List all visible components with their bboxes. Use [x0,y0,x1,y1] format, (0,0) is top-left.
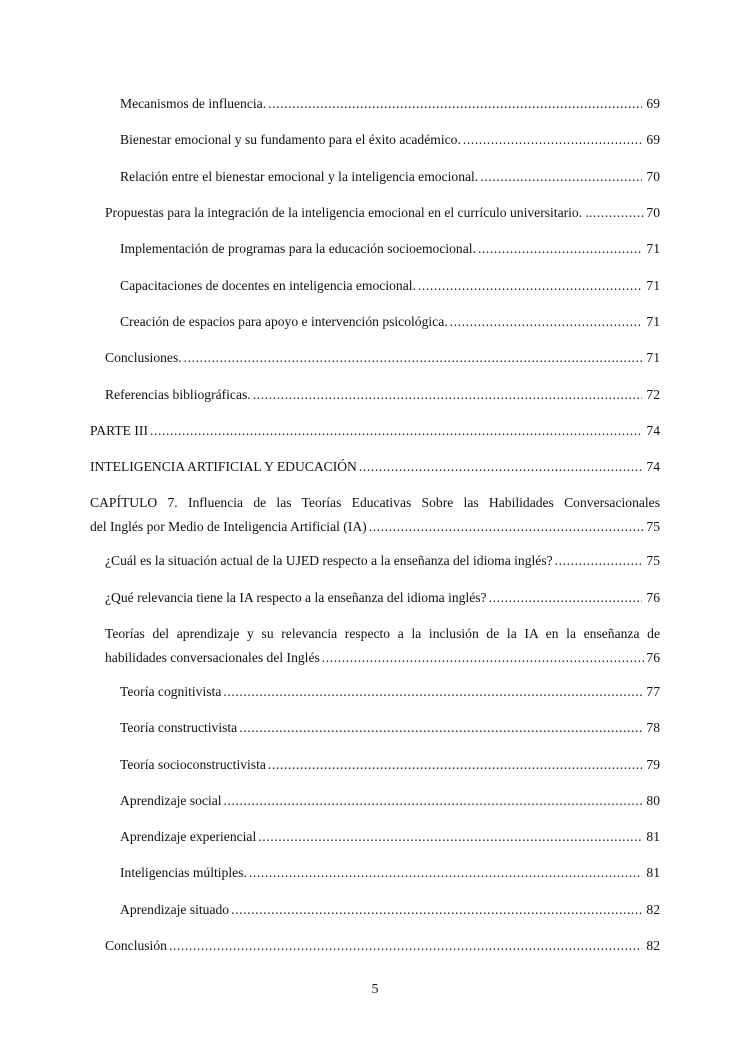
toc-entry[interactable] [90,231,660,267]
toc-entry-chapter-7[interactable] [90,485,660,543]
toc-entry-title: Conclusión [105,938,167,954]
toc-entry-page: 71 [646,350,660,366]
toc-entry[interactable] [90,783,660,819]
toc-entry-title: INTELIGENCIA ARTIFICIAL Y EDUCACIÓN [90,459,357,475]
toc-entry-title: Aprendizaje situado [120,901,230,917]
toc-entry[interactable] [90,674,660,710]
toc-entry-page: 74 [646,459,660,475]
toc-entry[interactable] [90,376,660,412]
toc-entry-title: ¿Cuál es la situación actual de la UJED respecto a la enseñanza del idioma inglés? [105,553,553,569]
dot-leader [223,684,642,700]
toc-entry-title: Implementación de programas para la educación socioemocional. [120,241,476,257]
dot-leader [480,169,642,185]
toc-entry[interactable] [90,340,660,376]
toc-entry-title-line2-row [105,644,660,672]
toc-entry-page: 81 [646,829,660,845]
dot-leader [268,96,642,112]
toc-entry-page: 82 [646,938,660,954]
toc-entry-page: 79 [646,756,660,772]
toc-entry-page: 71 [646,241,660,257]
dot-leader [450,314,642,330]
dot-leader [322,650,645,666]
toc-entry-page: 71 [646,313,660,329]
toc-entry-title: Conclusiones. [105,350,182,366]
toc-entry-title: ¿Qué relevancia tiene la IA respecto a la enseñanza del idioma inglés? [105,589,487,605]
dot-leader [249,865,642,881]
dot-leader [359,459,642,475]
toc-entry-page: 81 [646,865,660,881]
dot-leader [555,553,642,569]
toc-entry-title: PARTE III [90,422,148,438]
toc-entry[interactable] [90,746,660,782]
toc-entry-page: 76 [646,649,660,665]
toc-entry[interactable] [90,122,660,158]
toc-entry-title-line2-row [90,513,660,541]
toc-entry-page: 70 [646,168,660,184]
dot-leader [258,829,642,845]
toc-entry-page: 74 [646,422,660,438]
dot-leader [184,350,642,366]
toc-entry-title: Aprendizaje social [120,792,222,808]
toc-entry-learning-theories[interactable] [90,616,660,674]
page-number: 5 [371,982,379,997]
toc-entry-title-line1: Teorías del aprendizaje y su relevancia respecto a la inclusión de la IA en la enseñanza de [105,625,660,641]
toc-entry-title-line2: habilidades conversacionales del Inglés [105,649,320,665]
dot-leader [150,423,642,439]
toc-entry-title-line2: del Inglés por Medio de Inteligencia Artificial (IA) [90,519,367,535]
dot-leader [463,132,642,148]
toc-entry[interactable] [90,86,660,122]
dot-leader [169,938,642,954]
toc-entry-title: Teoría socioconstructivista [120,756,266,772]
dot-leader [489,590,642,606]
toc-entry-page: 75 [646,553,660,569]
toc-entry-title: Capacitaciones de docentes en inteligencia emocional. [120,277,416,293]
dot-leader [478,241,642,257]
toc-entry-page: 71 [646,277,660,293]
toc-entry[interactable] [90,413,660,449]
toc-entry-page: 70 [646,205,660,221]
toc-entry-page: 69 [646,132,660,148]
toc-entry-title: Aprendizaje experiencial [120,829,257,845]
dot-leader [253,387,642,403]
dot-leader [268,757,642,773]
toc-entry-title: Teoría constructivista [120,720,238,736]
dot-leader [369,519,645,535]
toc-entry[interactable] [90,543,660,579]
toc-entry-title: Bienestar emocional y su fundamento para el éxito académico. [120,132,461,148]
toc-entry-title: Relación entre el bienestar emocional y la inteligencia emocional. [120,168,479,184]
toc-entry[interactable] [90,195,660,231]
toc-entry-page: 82 [646,901,660,917]
dot-leader [418,278,642,294]
toc-entry[interactable] [90,855,660,891]
toc-entry-title: Teoría cognitivista [120,684,222,699]
toc-entry[interactable] [90,819,660,855]
toc-entry-title: Referencias bibliográficas. [105,386,251,402]
toc-entry[interactable] [90,449,660,485]
toc-entry-page: 78 [646,720,660,736]
dot-leader [239,720,642,736]
toc-entry-page: 72 [646,386,660,402]
toc-entry-title: Mecanismos de influencia. [120,96,267,112]
toc-entry-title: Propuestas para la integración de la inteligencia emocional en el currículo universitario. . [105,205,589,221]
toc-entry-page: 77 [646,684,660,699]
dot-leader [224,793,642,809]
toc-entry[interactable] [90,304,660,340]
toc-entry-title: Creación de espacios para apoyo e intervención psicológica. [120,313,448,329]
toc-entry[interactable] [90,892,660,928]
toc-entry-title-line1: CAPÍTULO 7. Influencia de las Teorías Educativas Sobre las Habilidades Conversacionales [90,495,660,511]
toc-entry[interactable] [90,580,660,616]
dot-leader [231,902,642,918]
dot-leader [589,205,644,221]
toc-entry-page: 76 [646,589,660,605]
toc-entry[interactable] [90,267,660,303]
table-of-contents [90,86,660,964]
toc-entry[interactable] [90,159,660,195]
toc-entry-page: 75 [646,519,660,535]
toc-entry-page: 80 [646,792,660,808]
toc-entry[interactable] [90,710,660,746]
toc-entry-title: Inteligencias múltiples. [120,865,247,881]
toc-entry[interactable] [90,928,660,964]
toc-entry-page: 69 [646,96,660,112]
